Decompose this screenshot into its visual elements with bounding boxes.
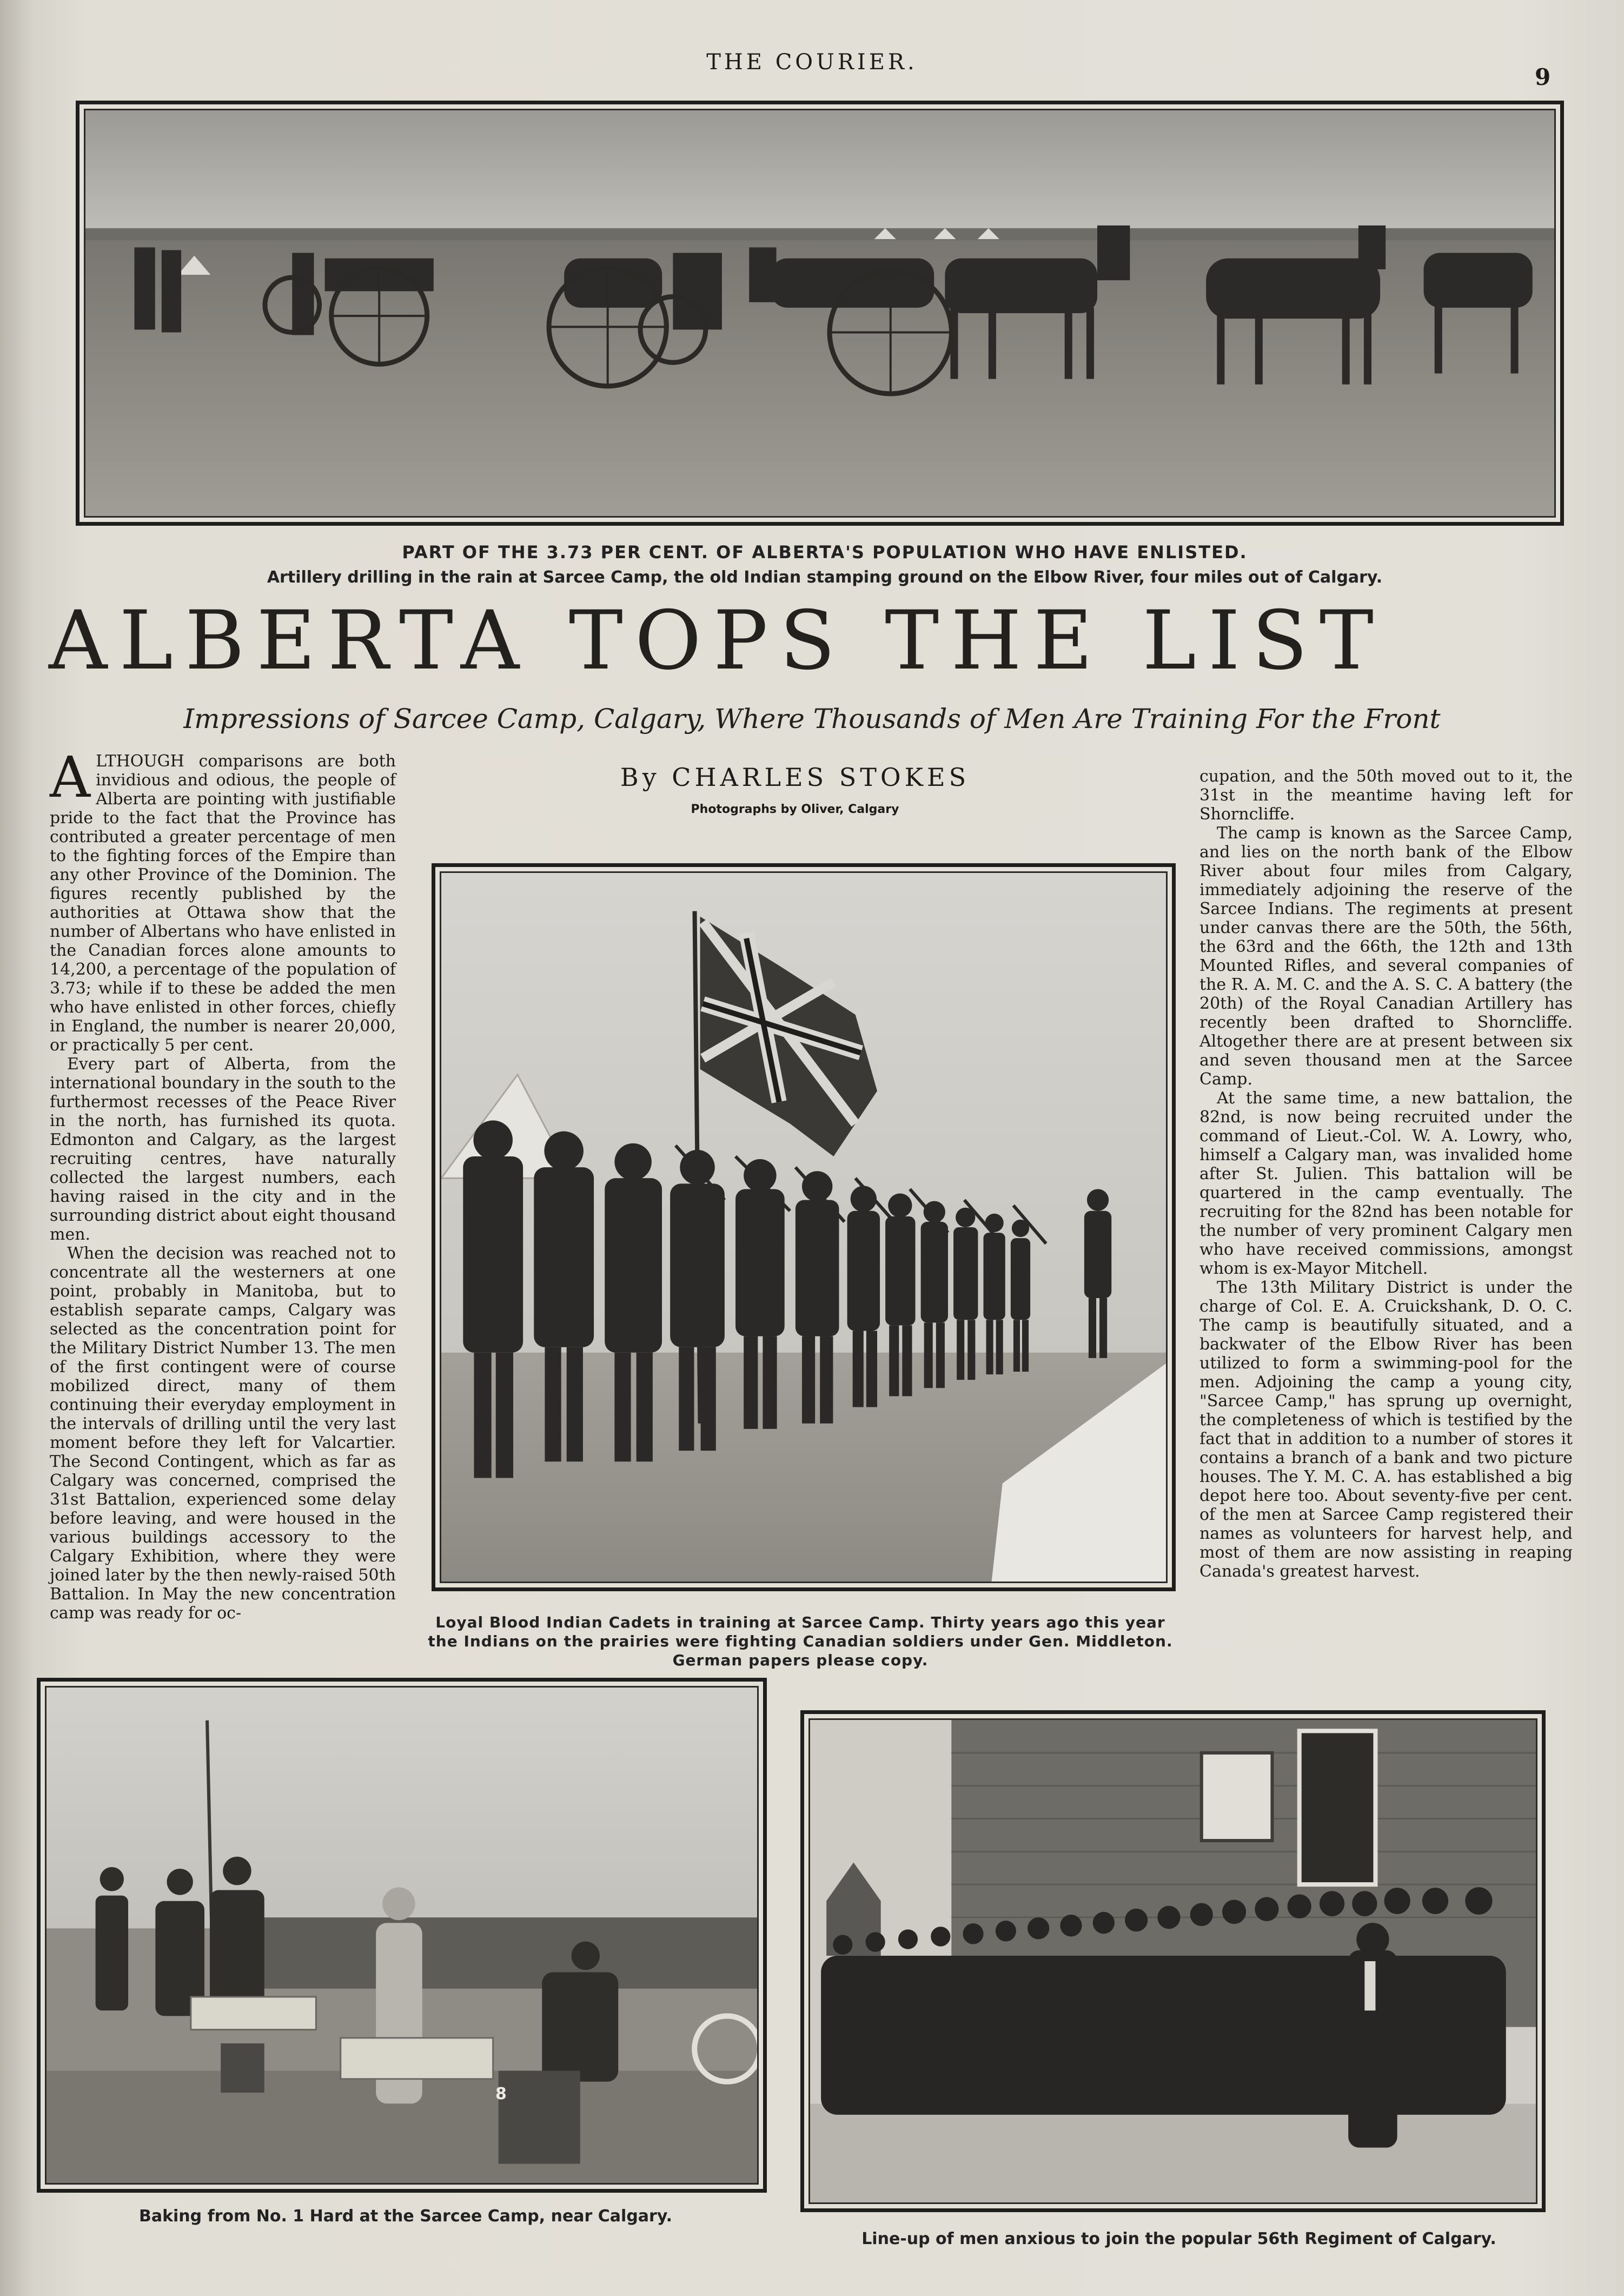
cadets-photo bbox=[432, 863, 1176, 1591]
crate-number: 8 bbox=[495, 2085, 507, 2103]
paragraph: Every part of Alberta, from the international boundary in the south to the furthermost recesses of the Peace River in the north, has furnished its quota. Edmonton and Calgary, as the largest recruiting centres, have naturally collected the largest numbers, each having raised in the city and in the surrounding district about eight thousand men. bbox=[50, 1055, 396, 1244]
running-title: THE COURIER. bbox=[706, 50, 918, 75]
subhead: Impressions of Sarcee Camp, Calgary, Where Thousands of Men Are Training For the Front bbox=[183, 703, 1441, 735]
bottom-left-caption: Baking from No. 1 Hard at the Sarcee Camp, near Calgary. bbox=[138, 2207, 673, 2226]
paragraph: The camp is known as the Sarcee Camp, and lies on the north bank of the Elbow River about four miles from Calgary, immediately adjoining the reserve of the Sarcee Indians. The regiments at present under canvas there are the 50th, the 56th, the 63rd and the 66th, the 12th and 13th Mounted Rifles, and several companies of the R. A. M. C. and the A. S. C. A battery (the 20th) of the Royal Canadian Artillery has recently been drafted to Shorncliffe. Altogether there are at present between six and seven thousand men at the Sarcee Camp. bbox=[1199, 824, 1573, 1089]
lineup-photo bbox=[800, 1710, 1546, 2212]
paragraph: At the same time, a new battalion, the 82nd, is now being recruited under the command of Lieut.-Col. W. A. Lowry, who, himself a Calgary man, was invalided home after St. Julien. This battalion will be quartered in the camp eventually. The recruiting for the 82nd has been notable for the number of very prominent Calgary men who have received commissions, amongst whom is ex-Mayor Mitchell. bbox=[1199, 1089, 1573, 1278]
center-caption: Loyal Blood Indian Cadets in training at Sarcee Camp. Thirty years ago this year the Indians on the prairies were fighting Canadian soldiers under Gen. Middleton. German papers please copy. bbox=[428, 1613, 1173, 1669]
paragraph: ALTHOUGH comparisons are both invidious and odious, the people of Alberta are pointing with justifiable pride to the fact that the Province has contributed a greater percentage of men to the fighting forces of the Empire than any other Province of the Dominion. The figures recently published by the authorities at Ottawa show that the number of Albertans who have enlisted in the Canadian forces alone amounts to 14,200, a percentage of the population of 3.73; while if to these be added the men who have enlisted in other forces, chiefly in England, the number is nearer 20,000, or practically 5 per cent. bbox=[50, 744, 396, 1055]
right-column bbox=[1199, 767, 1573, 1581]
drop-cap: A bbox=[50, 744, 91, 810]
photo-credit: Photographs by Oliver, Calgary bbox=[691, 803, 899, 816]
headline: ALBERTA TOPS THE LIST bbox=[49, 594, 1386, 688]
paragraph: The 13th Military District is under the charge of Col. E. A. Cruickshank, D. O. C. The camp is beautifully situated, and a backwater of the Elbow River has been utilized to form a swimming-pool for the men. Adjoining the camp a young city, "Sarcee Camp," has sprung up overnight, the completeness of which is testified by the fact that in addition to a number of stores it contains a branch of a bank and two picture houses. The Y. M. C. A. has established a big depot here too. About seventy-five per cent. of the men at Sarcee Camp registered their names as volunteers for harvest help, and most of them are now assisting in reaping Canada's greatest harvest. bbox=[1199, 1278, 1573, 1581]
cadets-photo-image bbox=[441, 873, 1166, 1582]
paragraph: cupation, and the 50th moved out to it, the 31st in the meantime having left for Shorncliffe. bbox=[1199, 767, 1573, 824]
lineup-photo-image bbox=[810, 1720, 1536, 2202]
byline: By CHARLES STOKES bbox=[620, 763, 970, 792]
bottom-right-caption: Line-up of men anxious to join the popular 56th Regiment of Calgary. bbox=[861, 2229, 1496, 2248]
artillery-photo-image bbox=[85, 110, 1554, 516]
page-number: 9 bbox=[1535, 64, 1551, 90]
artillery-photo bbox=[76, 101, 1564, 526]
baking-photo bbox=[37, 1678, 767, 2193]
top-caption-title: PART OF THE 3.73 PER CENT. OF ALBERTA'S POPULATION WHO HAVE ENLISTED. bbox=[402, 542, 1248, 563]
left-column bbox=[50, 744, 396, 1623]
paragraph: When the decision was reached not to concentrate all the westerners at one point, probably in Manitoba, but to establish separate camps, Calgary was selected as the concentration point for the Military District Number 13. The men of the first contingent were of course mobilized direct, many of them continuing their everyday employment in the intervals of drilling until the very last moment before they left for Valcartier. The Second Contingent, which as far as Calgary was concerned, comprised the 31st Battalion, experienced some delay before leaving, and were housed in the various buildings accessory to the Calgary Exhibition, where they were joined later by the then newly-raised 50th Battalion. In May the new concentration camp was ready for oc- bbox=[50, 1244, 396, 1623]
top-caption-text: Artillery drilling in the rain at Sarcee Camp, the old Indian stamping ground on the Elbow River, four miles out of Calgary. bbox=[267, 568, 1383, 587]
baking-photo-image bbox=[47, 1688, 757, 2183]
